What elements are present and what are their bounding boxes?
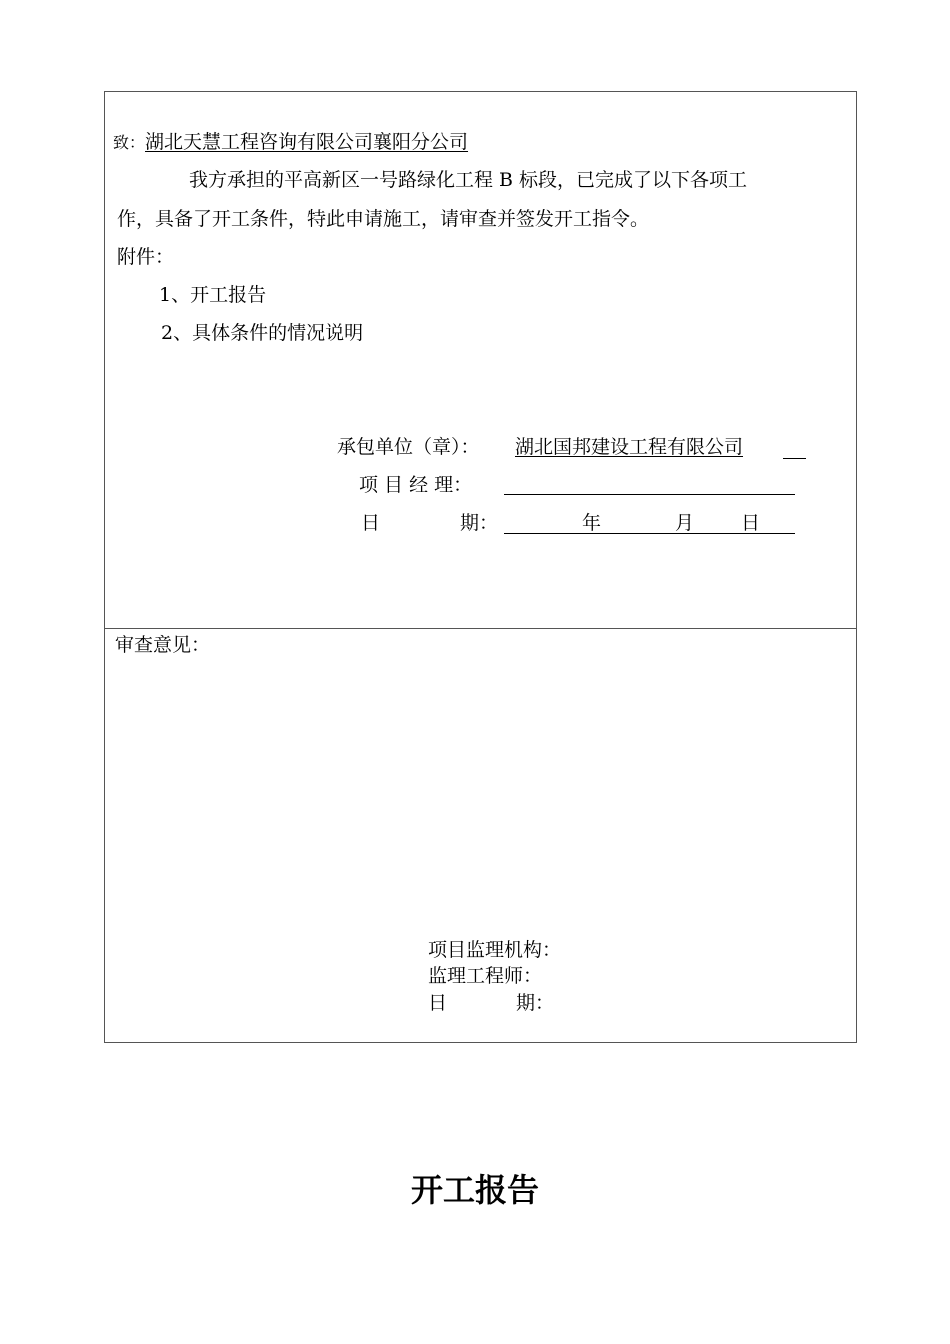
to-company: 湖北天慧工程咨询有限公司襄阳分公司 <box>145 131 469 153</box>
review-section <box>105 629 856 1043</box>
attachments-label: 附件： <box>117 246 175 268</box>
engineer-label: 监理工程师： <box>428 965 543 987</box>
to-label: 致：湖北天慧工程咨询有限公司襄阳分公司 <box>113 131 469 153</box>
manager-signature-line <box>504 494 795 495</box>
report-title: 开工报告 <box>410 1171 539 1209</box>
application-form <box>104 91 857 1043</box>
manager-label: 项 目 经 理： <box>359 474 473 496</box>
review-date-label-a: 日 <box>428 992 448 1014</box>
contractor-name: 湖北国邦建设工程有限公司 <box>515 436 744 458</box>
contractor-underline-tail <box>783 458 806 459</box>
application-section <box>105 92 856 629</box>
opinion-label: 审查意见： <box>115 634 211 656</box>
supervision-org-label: 项目监理机构： <box>428 939 562 961</box>
review-date-label-b: 期： <box>516 992 555 1014</box>
attachment-item-2: 2、具体条件的情况说明 <box>161 322 364 344</box>
body-line-2: 作，具备了开工条件，特此申请施工，请审查并签发开工指令。 <box>117 208 650 230</box>
attachment-item-1: 1、开工报告 <box>159 284 267 306</box>
year-label: 年 <box>582 512 602 534</box>
contractor-label: 承包单位（章）： <box>337 436 480 458</box>
day-label: 日 <box>741 512 761 534</box>
date-label-b: 期： <box>460 512 499 534</box>
body-line-1: 我方承担的平高新区一号路绿化工程 B 标段，已完成了以下各项工 <box>189 169 748 191</box>
date-label-a: 日 <box>361 512 381 534</box>
month-label: 月 <box>675 512 695 534</box>
